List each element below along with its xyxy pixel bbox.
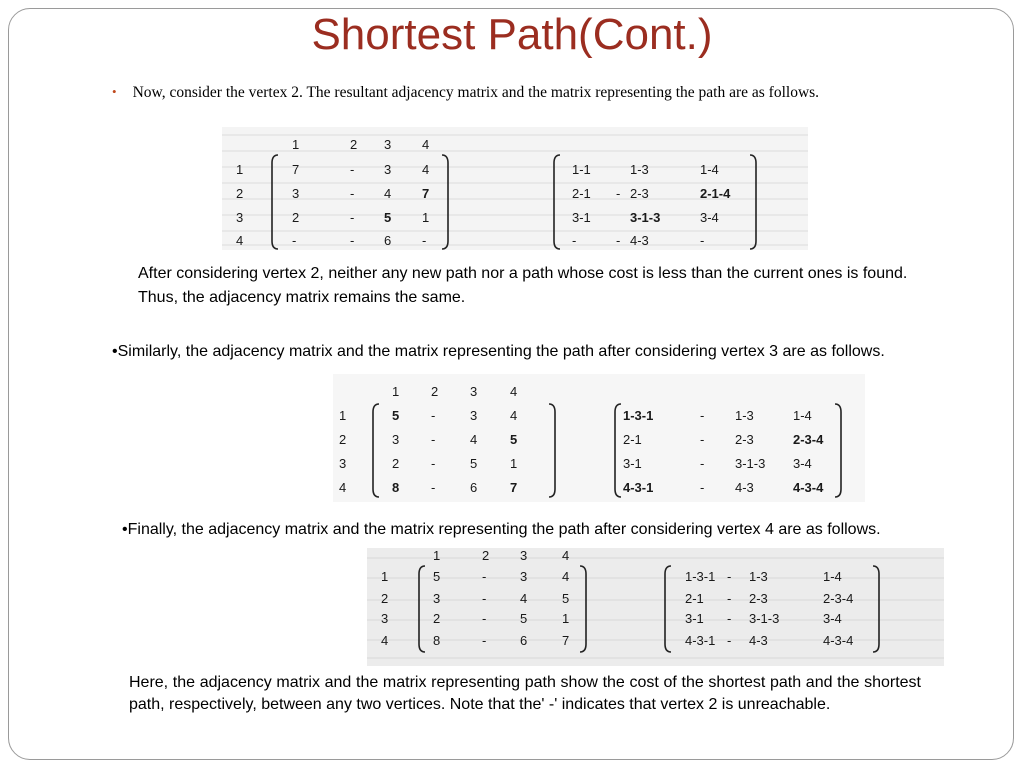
cost-cell: 6 bbox=[520, 633, 528, 648]
bullet-marker: • bbox=[112, 84, 117, 99]
column-header: 1 bbox=[292, 137, 300, 152]
cost-cell: 7 bbox=[562, 633, 570, 648]
cost-cell: 6 bbox=[470, 480, 478, 495]
cost-cell: 6 bbox=[384, 233, 392, 248]
path-matrix-left-bracket bbox=[615, 404, 621, 497]
column-header: 4 bbox=[562, 548, 570, 563]
path-cell: 3-1-3 bbox=[735, 456, 766, 471]
path-cell: - bbox=[700, 233, 705, 248]
row-header: 4 bbox=[381, 633, 389, 648]
cost-cell: - bbox=[292, 233, 297, 248]
row-header: 1 bbox=[236, 162, 244, 177]
row-header: 3 bbox=[381, 611, 389, 626]
cost-cell: 1 bbox=[562, 611, 570, 626]
path-cell: 2-1-4 bbox=[700, 186, 731, 201]
cost-cell: 5 bbox=[392, 408, 400, 423]
cost-cell: - bbox=[431, 456, 436, 471]
cost-cell: 4 bbox=[422, 162, 430, 177]
row-header: 1 bbox=[339, 408, 347, 423]
cost-cell: - bbox=[431, 408, 436, 423]
row-header: 3 bbox=[339, 456, 347, 471]
path-cell: 1-3 bbox=[749, 569, 768, 584]
path-cell: - bbox=[700, 432, 705, 447]
cost-cell: - bbox=[350, 210, 355, 225]
cost-cell: 3 bbox=[520, 569, 528, 584]
matrix-image-vertex4 bbox=[367, 548, 944, 666]
path-cell: - bbox=[572, 233, 577, 248]
column-header: 3 bbox=[384, 137, 392, 152]
intro-text: Now, consider the vertex 2. The resultant adjacency matrix and the matrix representing the path are as follows. bbox=[132, 84, 820, 101]
cost-matrix-left-bracket bbox=[272, 155, 278, 249]
row-header: 2 bbox=[236, 186, 244, 201]
matrix-svg-vertex3 bbox=[333, 374, 865, 502]
column-header: 2 bbox=[431, 384, 439, 399]
cost-cell: - bbox=[350, 186, 355, 201]
path-matrix-left-bracket bbox=[665, 566, 671, 652]
path-cell: - bbox=[727, 591, 732, 606]
cost-cell: - bbox=[422, 233, 427, 248]
intro-bullet bbox=[112, 84, 819, 102]
cost-cell: - bbox=[431, 480, 436, 495]
path-matrix-left-bracket bbox=[554, 155, 560, 249]
column-header: 3 bbox=[520, 548, 528, 563]
path-cell: 3-1-3 bbox=[630, 210, 661, 225]
bullet-marker: • bbox=[122, 521, 128, 538]
path-cell: 4-3-1 bbox=[685, 633, 716, 648]
column-header: 3 bbox=[470, 384, 478, 399]
path-cell: 1-4 bbox=[793, 408, 812, 423]
cost-cell: 4 bbox=[562, 569, 570, 584]
cost-cell: - bbox=[482, 591, 487, 606]
path-cell: 3-1 bbox=[623, 456, 642, 471]
matrix-svg-vertex2 bbox=[222, 127, 808, 250]
cost-cell: - bbox=[350, 233, 355, 248]
path-cell: 3-4 bbox=[823, 611, 842, 626]
path-cell: 4-3 bbox=[735, 480, 754, 495]
path-cell: 1-3 bbox=[735, 408, 754, 423]
path-cell: 2-3-4 bbox=[793, 432, 824, 447]
path-cell: 4-3 bbox=[749, 633, 768, 648]
path-cell: 4-3-1 bbox=[623, 480, 654, 495]
path-cell: - bbox=[616, 233, 621, 248]
path-cell: 3-1 bbox=[685, 611, 704, 626]
cost-matrix-right-bracket bbox=[580, 566, 586, 652]
path-cell: 2-3 bbox=[735, 432, 754, 447]
path-matrix-right-bracket bbox=[750, 155, 756, 249]
cost-cell: 5 bbox=[470, 456, 478, 471]
matrix-image-vertex2 bbox=[222, 127, 808, 250]
path-matrix-right-bracket bbox=[873, 566, 879, 652]
cost-cell: 3 bbox=[292, 186, 300, 201]
column-header: 4 bbox=[422, 137, 430, 152]
cost-cell: 5 bbox=[562, 591, 570, 606]
row-header: 3 bbox=[236, 210, 244, 225]
path-cell: - bbox=[616, 186, 621, 201]
slide-title: Shortest Path(Cont.) bbox=[311, 10, 713, 59]
path-cell: 3-1 bbox=[572, 210, 591, 225]
row-header: 4 bbox=[339, 480, 347, 495]
path-cell: 2-1 bbox=[623, 432, 642, 447]
cost-cell: 7 bbox=[510, 480, 518, 495]
cost-cell: 4 bbox=[510, 408, 518, 423]
path-cell: 3-4 bbox=[700, 210, 719, 225]
cost-matrix-left-bracket bbox=[373, 404, 379, 497]
cost-cell: - bbox=[482, 633, 487, 648]
cost-cell: - bbox=[350, 162, 355, 177]
column-header: 4 bbox=[510, 384, 518, 399]
row-header: 4 bbox=[236, 233, 244, 248]
conclusion-text: Here, the adjacency matrix and the matrix representing path show the cost of the shortest path and the shortest path, respectively, between any two vertices. Note that the' -' indicates that vertex 2 is unreachable. bbox=[129, 674, 921, 713]
cost-cell: 5 bbox=[510, 432, 518, 447]
matrix-svg-vertex4 bbox=[367, 548, 944, 666]
path-cell: 2-3-4 bbox=[823, 591, 854, 606]
path-cell: 1-3-1 bbox=[623, 408, 654, 423]
cost-cell: 3 bbox=[433, 591, 441, 606]
path-cell: - bbox=[700, 456, 705, 471]
cost-cell: 7 bbox=[422, 186, 430, 201]
bullet-marker: • bbox=[112, 343, 118, 360]
column-header: 2 bbox=[350, 137, 358, 152]
cost-cell: 8 bbox=[392, 480, 400, 495]
path-cell: 4-3-4 bbox=[793, 480, 824, 495]
vertex4-bullet bbox=[122, 518, 892, 542]
cost-cell: 4 bbox=[470, 432, 478, 447]
path-cell: 1-4 bbox=[700, 162, 719, 177]
path-cell: - bbox=[700, 408, 705, 423]
vertex4-text: Finally, the adjacency matrix and the matrix representing the path after considering vertex 4 are as follows. bbox=[127, 521, 881, 538]
cost-cell: 2 bbox=[433, 611, 441, 626]
cost-cell: 3 bbox=[470, 408, 478, 423]
path-cell: - bbox=[727, 611, 732, 626]
row-header: 1 bbox=[381, 569, 389, 584]
path-cell: 3-1-3 bbox=[749, 611, 780, 626]
cost-cell: 4 bbox=[520, 591, 528, 606]
path-cell: 1-3-1 bbox=[685, 569, 716, 584]
path-cell: 1-1 bbox=[572, 162, 591, 177]
cost-cell: 5 bbox=[520, 611, 528, 626]
cost-matrix-right-bracket bbox=[442, 155, 448, 249]
cost-cell: 7 bbox=[292, 162, 300, 177]
cost-cell: 5 bbox=[384, 210, 392, 225]
path-cell: - bbox=[727, 633, 732, 648]
path-cell: 4-3 bbox=[630, 233, 649, 248]
after-vertex2-note: After considering vertex 2, neither any new path nor a path whose cost is less than the current ones is found. Thus, the adjacency matrix remains the same. bbox=[138, 265, 908, 306]
cost-cell: 2 bbox=[292, 210, 300, 225]
cost-cell: 2 bbox=[392, 456, 400, 471]
cost-cell: 1 bbox=[422, 210, 430, 225]
vertex3-bullet bbox=[112, 340, 892, 364]
cost-cell: 1 bbox=[510, 456, 518, 471]
cost-cell: 4 bbox=[384, 186, 392, 201]
path-cell: 1-3 bbox=[630, 162, 649, 177]
column-header: 1 bbox=[433, 548, 441, 563]
path-cell: 1-4 bbox=[823, 569, 842, 584]
row-header: 2 bbox=[381, 591, 389, 606]
path-cell: - bbox=[727, 569, 732, 584]
cost-cell: 3 bbox=[392, 432, 400, 447]
path-cell: 2-1 bbox=[572, 186, 591, 201]
path-cell: 4-3-4 bbox=[823, 633, 854, 648]
row-header: 2 bbox=[339, 432, 347, 447]
cost-cell: 8 bbox=[433, 633, 441, 648]
matrix-image-vertex3 bbox=[333, 374, 865, 502]
path-cell: 2-1 bbox=[685, 591, 704, 606]
cost-cell: - bbox=[482, 569, 487, 584]
column-header: 1 bbox=[392, 384, 400, 399]
cost-cell: - bbox=[482, 611, 487, 626]
path-cell: 2-3 bbox=[749, 591, 768, 606]
cost-cell: - bbox=[431, 432, 436, 447]
path-matrix-right-bracket bbox=[835, 404, 841, 497]
path-cell: 2-3 bbox=[630, 186, 649, 201]
cost-cell: 3 bbox=[384, 162, 392, 177]
cost-matrix-left-bracket bbox=[419, 566, 425, 652]
path-cell: 3-4 bbox=[793, 456, 812, 471]
path-cell: - bbox=[700, 480, 705, 495]
column-header: 2 bbox=[482, 548, 490, 563]
vertex3-text: Similarly, the adjacency matrix and the matrix representing the path after considering vertex 3 are as follows. bbox=[117, 343, 885, 360]
cost-cell: 5 bbox=[433, 569, 441, 584]
cost-matrix-right-bracket bbox=[549, 404, 555, 497]
